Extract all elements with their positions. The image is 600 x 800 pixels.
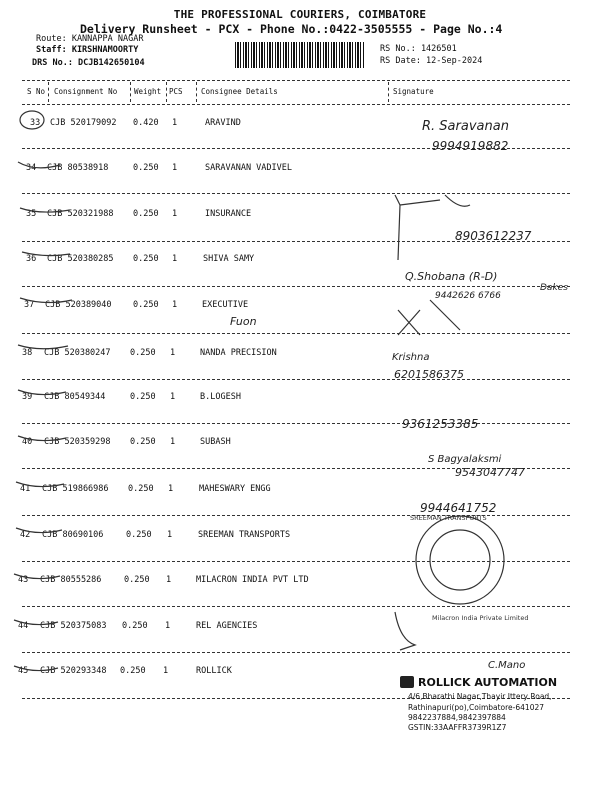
row-consignment: CJB 80549344 [44, 392, 106, 402]
handwritten-phone: 9543047747 [455, 466, 525, 479]
row-weight: 0.250 [128, 484, 154, 494]
col-header-pcs: PCS [169, 87, 183, 96]
table-row [0, 114, 600, 160]
row-pcs: 1 [170, 348, 176, 358]
row-consignee: B.LOGESH [200, 392, 241, 402]
row-consignment: CJB 80690106 [42, 530, 104, 540]
row-rule [22, 193, 570, 194]
barcode [235, 42, 365, 68]
col-header-sno: S No [27, 87, 46, 96]
row-consignment: CJB 520380247 [44, 348, 111, 358]
row-consignment: CJB 520179092 [50, 118, 117, 128]
company-name: THE PROFESSIONAL COURIERS, COIMBATORE [173, 8, 427, 21]
row-sno: 36 [26, 254, 37, 264]
row-sno: 35 [26, 209, 37, 219]
handwritten-name: S Bagyalaksmi [428, 454, 502, 465]
row-sno: 42 [20, 530, 31, 540]
row-sno: 38 [22, 348, 33, 358]
row-weight: 0.250 [130, 348, 156, 358]
handwritten-name: Krishna [392, 352, 430, 363]
row-pcs: 1 [172, 209, 178, 219]
row-sno: 41 [20, 484, 31, 494]
header-bottom-rule [22, 104, 570, 105]
row-consignee: ROLLICK [196, 666, 232, 676]
col-header-weight: Weight [134, 87, 162, 96]
row-sno: 33 [30, 118, 41, 128]
table-row [0, 344, 600, 390]
runsheet-title: Delivery Runsheet - PCX - Phone No.:0422-3505555 - Page No.:4 [80, 22, 503, 36]
row-consignee: INSURANCE [205, 209, 252, 219]
stamp-text-sreeman: SREEMAN TRANSPORTS [410, 514, 487, 522]
row-consignment: CJB 520321988 [47, 209, 114, 219]
rollick-phone: 9842237884,9842397884 [408, 713, 506, 722]
row-pcs: 1 [163, 666, 169, 676]
handwritten-phone: 9442626 6766 [435, 291, 501, 301]
row-pcs: 1 [168, 484, 174, 494]
row-pcs: 1 [172, 300, 178, 310]
row-rule [22, 241, 570, 242]
row-consignee: SHIVA SAMY [203, 254, 255, 264]
table-row [0, 296, 600, 342]
column-divider [130, 82, 131, 102]
row-consignment: CJB 80538918 [47, 163, 109, 173]
handwritten-phone: 8903612237 [455, 229, 532, 243]
row-pcs: 1 [170, 437, 176, 447]
table-row [0, 250, 600, 296]
rollick-address-2: Rathinapuri(po),Coimbatore-641027 [408, 703, 545, 712]
row-sno: 39 [22, 392, 33, 402]
column-divider [388, 82, 389, 102]
row-pcs: 1 [165, 621, 171, 631]
row-sno: 44 [18, 621, 29, 631]
handwritten-phone: 6201586375 [394, 368, 464, 381]
row-consignee: MAHESWARY ENGG [199, 484, 271, 494]
column-divider [196, 82, 197, 102]
table-row [0, 617, 600, 663]
handwritten-note: Dakes [540, 283, 568, 293]
stamp-text-milacron: Milacron India Private Limited [432, 614, 529, 622]
row-sno: 40 [22, 437, 33, 447]
row-consignment: CJB 520389040 [45, 300, 112, 310]
column-divider [48, 82, 49, 102]
row-pcs: 1 [166, 575, 172, 585]
row-pcs: 1 [170, 392, 176, 402]
row-weight: 0.250 [133, 254, 159, 264]
row-consignee: SARAVANAN VADIVEL [205, 163, 292, 173]
row-pcs: 1 [167, 530, 173, 540]
table-row [0, 526, 600, 572]
row-weight: 0.250 [130, 392, 156, 402]
row-rule [22, 515, 570, 516]
table-row [0, 480, 600, 526]
row-sno: 45 [18, 666, 29, 676]
row-sno: 37 [24, 300, 35, 310]
drs-number: DRS No.: DCJB142650104 [32, 58, 145, 68]
row-consignment: CJB 520293348 [40, 666, 107, 676]
row-rule [22, 333, 570, 334]
row-consignee: NANDA PRECISION [200, 348, 277, 358]
table-row [0, 433, 600, 479]
table-row [0, 388, 600, 434]
row-consignment: CJB 80555286 [40, 575, 102, 585]
staff-label: Staff: KIRSHNAMOORTY [36, 45, 139, 55]
row-consignment: CJB 519866986 [42, 484, 109, 494]
row-weight: 0.250 [130, 437, 156, 447]
row-sno: 34 [26, 163, 37, 173]
row-rule [22, 606, 570, 607]
row-rule [22, 148, 570, 149]
row-consignment: CJB 520359298 [44, 437, 111, 447]
row-consignment: CJB 520380285 [47, 254, 114, 264]
route-label: Route: KANNAPPA NAGAR [36, 34, 144, 44]
handwritten-name: R. Saravanan [422, 119, 509, 134]
row-weight: 0.250 [120, 666, 146, 676]
handwritten-name: Q.Shobana (R-D) [405, 270, 498, 283]
row-weight: 0.250 [122, 621, 148, 631]
row-pcs: 1 [172, 163, 178, 173]
table-row [0, 159, 600, 205]
table-row [0, 571, 600, 617]
rollick-stamp-title: ROLLICK AUTOMATION [418, 676, 558, 689]
row-weight: 0.250 [133, 209, 159, 219]
row-rule [22, 468, 570, 469]
handwritten-phone: 9944641752 [420, 501, 497, 515]
row-weight: 0.250 [124, 575, 150, 585]
row-pcs: 1 [172, 118, 178, 128]
header-top-rule [22, 80, 570, 81]
row-rule [22, 423, 570, 424]
row-consignee: SREEMAN TRANSPORTS [198, 530, 291, 540]
handwritten-note: Fuon [230, 315, 257, 328]
rollick-gstin: GSTIN:33AAFFR3739R1Z7 [408, 723, 507, 732]
row-consignee: ARAVIND [205, 118, 241, 128]
row-consignee: REL AGENCIES [196, 621, 258, 631]
rollick-logo-icon [400, 676, 414, 688]
row-weight: 0.250 [126, 530, 152, 540]
row-consignee: SUBASH [200, 437, 231, 447]
row-rule [22, 379, 570, 380]
rollick-address-1: 4/6,Bharathi Nagar,Thayir Ittery Road, [408, 692, 552, 701]
row-weight: 0.250 [133, 163, 159, 173]
row-consignment: CJB 520375083 [40, 621, 107, 631]
handwritten-phone: 9361253385 [402, 417, 479, 431]
row-consignee: EXECUTIVE [202, 300, 249, 310]
col-header-consignee: Consignee Details [201, 87, 278, 96]
rs-date: RS Date: 12-Sep-2024 [380, 56, 483, 66]
row-weight: 0.250 [133, 300, 159, 310]
handwritten-name: C.Mano [488, 660, 526, 671]
handwritten-phone: 9994919882 [432, 139, 509, 153]
col-header-signature: Signature [393, 87, 434, 96]
row-sno: 43 [18, 575, 29, 585]
row-rule [22, 286, 570, 287]
rs-number: RS No.: 1426501 [380, 44, 457, 54]
column-divider [166, 82, 167, 102]
table-row [0, 205, 600, 251]
row-rule [22, 561, 570, 562]
row-weight: 0.420 [133, 118, 159, 128]
row-pcs: 1 [172, 254, 178, 264]
col-header-consignment: Consignment No [54, 87, 118, 96]
row-rule [22, 652, 570, 653]
row-consignee: MILACRON INDIA PVT LTD [196, 575, 309, 585]
